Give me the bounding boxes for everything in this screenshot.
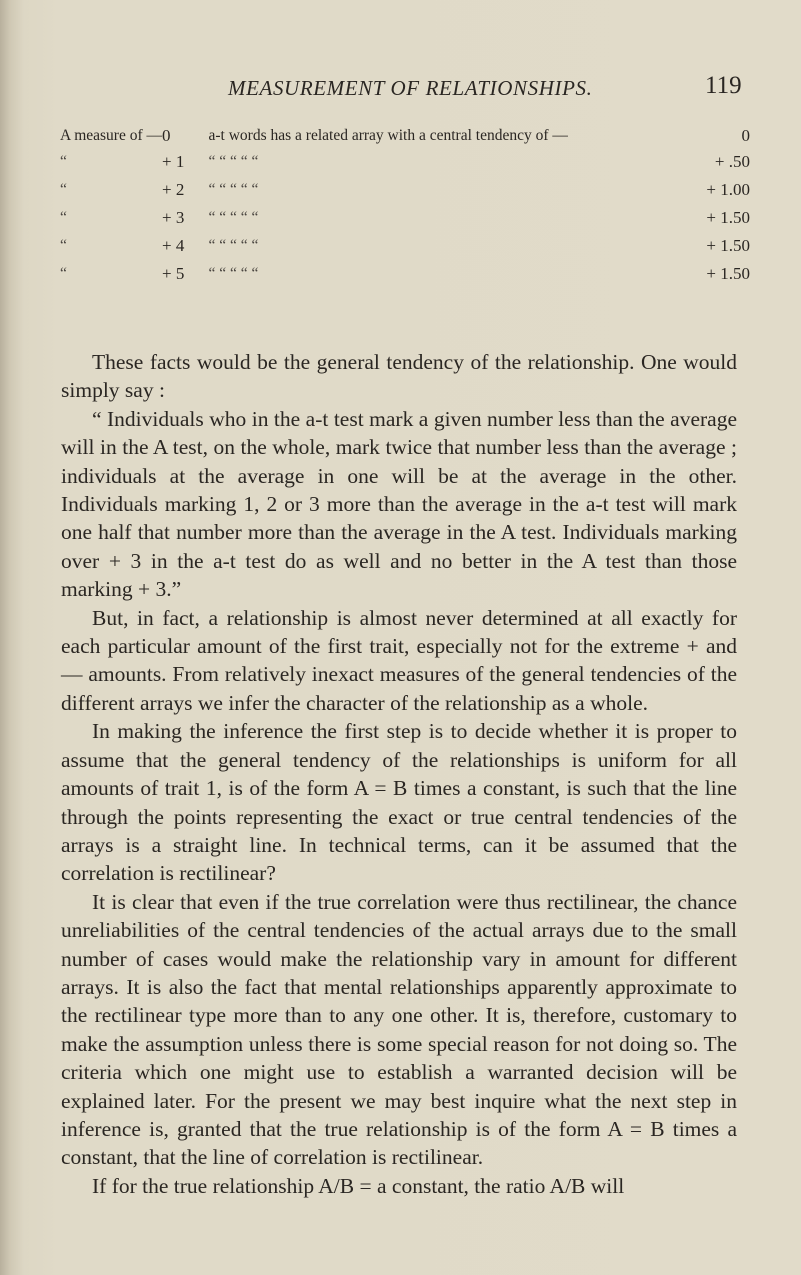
body-text [61, 348, 737, 1200]
row-tendency: + 1.50 [706, 264, 750, 283]
table-row [60, 204, 750, 232]
row-value: + 4 [162, 236, 185, 255]
table-row [60, 260, 750, 288]
row-description: “ “ “ “ “ [208, 209, 259, 226]
row-value: + 1 [162, 152, 185, 171]
row-value: + 2 [162, 180, 185, 199]
row-description: a-t words has a related array with a central tendency of — [208, 127, 568, 144]
row-tendency: 0 [741, 126, 750, 145]
table-row [60, 176, 750, 204]
paragraph: But, in fact, a relationship is almost never determined at all exactly for each particular amount of the first trait, especially not for the extreme + and — amounts. From relatively inexact measures of the general tendencies of the different arrays we infer the character of the relationship as a whole. [61, 605, 737, 715]
table-row [60, 232, 750, 260]
row-tendency: + 1.00 [706, 180, 750, 199]
row-description: “ “ “ “ “ [208, 181, 259, 198]
row-description: “ “ “ “ “ [208, 153, 259, 170]
block-quote-paragraph: “ Individuals who in the a-t test mark a given number less than the average will in the A test, on the whole, mark twice that number less than the average ; individuals at the average in one will be at the average in the other. Individuals marking 1, 2 or 3 more than the average in the a-t test will mark one half that number more than the average in the A test. Individuals marking over + 3 in the a-t test do as well and no better in the A test than those marking + 3.” [61, 406, 737, 602]
row-label: “ [60, 209, 67, 226]
running-head [0, 72, 801, 112]
row-label: “ [60, 181, 67, 198]
paragraph: In making the inference the first step is to decide whether it is proper to assume that the general tendency of the relationships is uniform for all amounts of trait 1, is of the form A = B times a constant, is such that the line through the points representing the exact or true central tendencies of the arrays is a straight line. In technical terms, can it be assumed that the correlation is rectilinear? [61, 719, 737, 886]
row-label: “ [60, 237, 67, 254]
row-value: + 5 [162, 264, 185, 283]
row-label: “ [60, 153, 67, 170]
page-number: 119 [705, 72, 742, 99]
paragraph: If for the true relationship A/B = a constant, the ratio A/B will [92, 1173, 625, 1198]
row-label: A measure of — [60, 127, 163, 144]
table-row [60, 148, 750, 176]
paragraph: It is clear that even if the true correlation were thus rectilinear, the chance unreliabilities of the central tendencies of the actual arrays due to the small number of cases would make the relationship vary in amount for different arrays. It is also the fact that mental relationships apparently approximate to the rectilinear type more than to any one other. It is, therefore, customary to make the assumption unless there is some special reason for not doing so. The criteria which one might use to establish a warranted decision will be explained later. For the present we may best inquire what the next step in inference is, granted that the true relationship is of the form A = B times a constant, that the line of correlation is rectilinear. [61, 889, 737, 1170]
array-tendency-table [60, 124, 750, 288]
running-head-title: MEASUREMENT OF RELATIONSHIPS. [228, 76, 593, 100]
row-tendency: + 1.50 [706, 236, 750, 255]
row-description: “ “ “ “ “ [208, 237, 259, 254]
table-row [60, 124, 750, 148]
row-tendency: + .50 [714, 152, 750, 171]
row-value: 0 [162, 126, 171, 145]
paragraph: These facts would be the general tendency of the relationship. One would simply say : [61, 350, 737, 403]
row-description: “ “ “ “ “ [208, 265, 259, 282]
row-value: + 3 [162, 208, 185, 227]
row-label: “ [60, 265, 67, 282]
row-tendency: + 1.50 [706, 208, 750, 227]
